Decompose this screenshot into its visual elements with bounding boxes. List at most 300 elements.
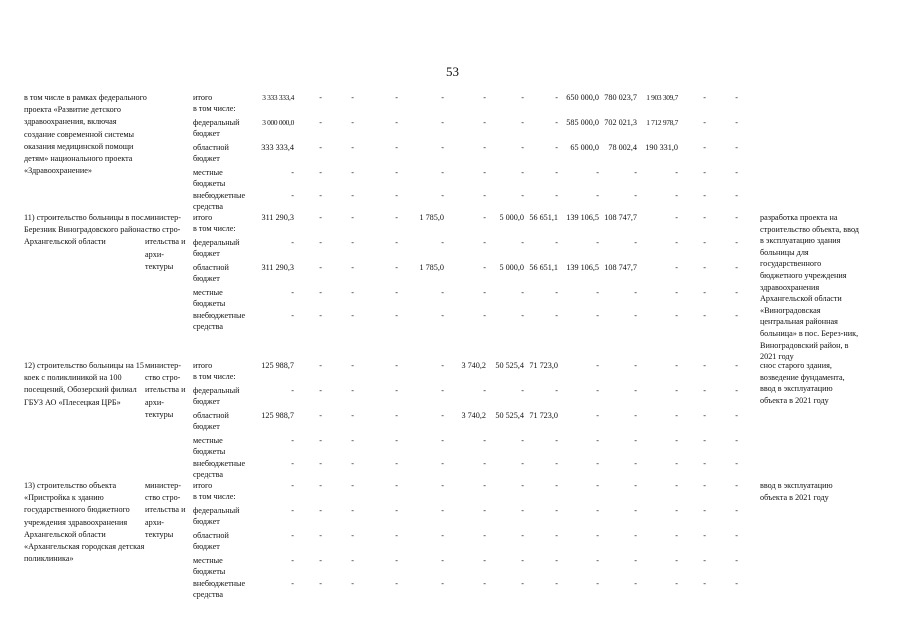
table-cell: - (351, 506, 354, 515)
table-cell: - (596, 506, 599, 515)
table-cell: - (555, 191, 558, 200)
table-row (0, 237, 905, 261)
funding-source-label: внебюджетные средства (193, 579, 246, 599)
table-cell: - (735, 556, 738, 565)
table-cell: - (555, 459, 558, 468)
table-cell: - (555, 288, 558, 297)
table-cell: - (521, 556, 524, 565)
table-cell: - (735, 238, 738, 247)
table-cell: - (483, 191, 486, 200)
table-cell: - (634, 238, 637, 247)
funding-source-label: местные бюджеты (193, 436, 226, 456)
table-cell: - (395, 191, 398, 200)
table-cell: - (291, 311, 294, 320)
table-cell: - (634, 386, 637, 395)
table-cell: - (395, 213, 398, 222)
table-cell: - (395, 436, 398, 445)
table-cell: - (319, 436, 322, 445)
table-cell: - (521, 436, 524, 445)
table-cell: - (351, 436, 354, 445)
table-cell: - (483, 168, 486, 177)
funding-source-label: областной бюджет (193, 411, 229, 431)
table-cell: - (319, 411, 322, 420)
table-cell: 311 290,3 (261, 213, 294, 222)
table-cell: - (521, 93, 524, 102)
table-cell: 78 002,4 (608, 143, 637, 152)
table-cell: 71 723,0 (529, 411, 558, 420)
table-cell: - (441, 386, 444, 395)
table-cell: - (703, 411, 706, 420)
funding-source-label: итого в том числе: (193, 213, 236, 233)
table-cell: 50 525,4 (495, 361, 524, 370)
table-cell: - (351, 238, 354, 247)
expected-result: ввод в эксплуатацию объекта в 2021 году (760, 481, 833, 502)
table-cell: 3 740,2 (461, 411, 486, 420)
table-cell: - (441, 361, 444, 370)
table-row (0, 117, 905, 141)
measure-name: 12) строительство больницы на 15 коек с поликлиникой на 100 посещений, Обозерский филиал ГБУЗ АО «Плесецкая ЦРБ» (24, 361, 144, 407)
table-cell: 56 651,1 (529, 213, 558, 222)
table-cell: - (395, 459, 398, 468)
table-cell: - (351, 143, 354, 152)
table-row (0, 410, 905, 434)
table-row (0, 287, 905, 311)
table-cell: - (351, 93, 354, 102)
table-cell: - (319, 579, 322, 588)
table-cell: - (596, 411, 599, 420)
table-cell: - (703, 579, 706, 588)
table-row (0, 435, 905, 459)
table-cell: - (555, 168, 558, 177)
table-cell: - (634, 191, 637, 200)
table-cell: - (291, 238, 294, 247)
table-cell: - (395, 143, 398, 152)
table-cell: - (555, 238, 558, 247)
table-cell: - (395, 579, 398, 588)
table-row (0, 142, 905, 166)
table-cell: 1 712 978,7 (646, 118, 678, 127)
table-cell: - (291, 288, 294, 297)
table-cell: - (634, 168, 637, 177)
funding-source-label: местные бюджеты (193, 168, 226, 188)
table-cell: - (596, 311, 599, 320)
table-cell: - (703, 93, 706, 102)
table-cell: - (735, 191, 738, 200)
table-cell: - (291, 579, 294, 588)
measure-name: 11) строительство больницы в пос. Березник Виноградовского района Архангельской области (24, 213, 146, 247)
table-cell: 139 106,5 (566, 213, 599, 222)
table-cell: - (395, 411, 398, 420)
table-cell: - (555, 506, 558, 515)
table-cell: - (634, 361, 637, 370)
table-cell: - (319, 168, 322, 177)
table-cell: - (596, 459, 599, 468)
table-cell: - (596, 168, 599, 177)
table-cell: - (521, 311, 524, 320)
table-cell: - (441, 531, 444, 540)
table-cell: 3 740,2 (461, 361, 486, 370)
funding-source-label: внебюджетные средства (193, 191, 246, 211)
table-cell: - (483, 459, 486, 468)
table-row (0, 212, 905, 236)
table-cell: 311 290,3 (261, 263, 294, 272)
table-cell: - (351, 481, 354, 490)
table-cell: - (735, 93, 738, 102)
table-cell: - (441, 238, 444, 247)
table-cell: - (395, 118, 398, 127)
table-cell: - (521, 191, 524, 200)
table-cell: - (483, 213, 486, 222)
table-cell: 1 785,0 (419, 263, 444, 272)
table-cell: - (441, 506, 444, 515)
table-cell: - (735, 361, 738, 370)
table-cell: - (634, 459, 637, 468)
table-cell: 3 333 333,4 (262, 93, 294, 102)
table-cell: - (291, 386, 294, 395)
table-row (0, 578, 905, 602)
table-cell: - (703, 556, 706, 565)
table-cell: - (319, 213, 322, 222)
table-cell: 108 747,7 (604, 213, 637, 222)
table-cell: - (735, 311, 738, 320)
funding-source-label: местные бюджеты (193, 288, 226, 308)
table-cell: - (291, 459, 294, 468)
table-cell: - (634, 311, 637, 320)
table-cell: - (441, 481, 444, 490)
table-cell: 780 023,7 (604, 93, 637, 102)
table-cell: - (441, 436, 444, 445)
table-cell: - (351, 386, 354, 395)
table-cell: - (735, 506, 738, 515)
table-cell: - (675, 579, 678, 588)
table-cell: - (351, 411, 354, 420)
table-cell: - (521, 579, 524, 588)
table-cell: - (483, 386, 486, 395)
table-cell: - (703, 386, 706, 395)
table-cell: - (483, 238, 486, 247)
table-cell: 702 021,3 (604, 118, 637, 127)
table-cell: - (319, 191, 322, 200)
funding-source-label: местные бюджеты (193, 556, 226, 576)
table-cell: - (703, 311, 706, 320)
table-cell: - (703, 459, 706, 468)
table-cell: - (675, 288, 678, 297)
table-cell: - (596, 579, 599, 588)
table-cell: - (521, 531, 524, 540)
funding-source-label: федеральный бюджет (193, 118, 240, 138)
table-cell: - (675, 459, 678, 468)
table-cell: - (351, 168, 354, 177)
executor: министер-ство стро-ительства и архи-тектуры (145, 481, 186, 539)
table-cell: - (735, 386, 738, 395)
table-row (0, 505, 905, 529)
table-cell: - (596, 361, 599, 370)
table-cell: - (735, 436, 738, 445)
table-cell: - (521, 506, 524, 515)
table-cell: - (483, 93, 486, 102)
table-cell: - (675, 213, 678, 222)
table-cell: - (395, 506, 398, 515)
table-cell: - (596, 191, 599, 200)
table-cell: - (555, 118, 558, 127)
table-cell: 125 988,7 (261, 361, 294, 370)
table-cell: - (703, 361, 706, 370)
executor: министер-ство стро-ительства и архи-тектуры (145, 361, 186, 419)
funding-source-label: итого в том числе: (193, 361, 236, 381)
funding-source-label: областной бюджет (193, 143, 229, 163)
table-cell: - (395, 481, 398, 490)
table-cell: - (675, 481, 678, 490)
table-cell: - (441, 143, 444, 152)
table-cell: - (703, 143, 706, 152)
table-cell: - (555, 481, 558, 490)
table-cell: - (319, 143, 322, 152)
table-cell: - (555, 311, 558, 320)
table-cell: - (555, 143, 558, 152)
table-cell: - (703, 213, 706, 222)
table-cell: 5 000,0 (499, 213, 524, 222)
table-row (0, 262, 905, 286)
table-cell: - (735, 288, 738, 297)
table-cell: - (319, 238, 322, 247)
table-cell: - (675, 556, 678, 565)
table-cell: 1 785,0 (419, 213, 444, 222)
table-cell: - (703, 531, 706, 540)
table-cell: - (395, 168, 398, 177)
table-cell: - (634, 411, 637, 420)
table-cell: - (521, 386, 524, 395)
table-cell: - (351, 311, 354, 320)
table-cell: - (735, 213, 738, 222)
table-cell: 139 106,5 (566, 263, 599, 272)
expected-result: снос старого здания, возведение фундамента, ввод в эксплуатацию объекта в 2021 году (760, 361, 845, 405)
table-row (0, 480, 905, 504)
table-row (0, 458, 905, 482)
funding-source-label: итого в том числе: (193, 481, 236, 501)
table-cell: - (291, 168, 294, 177)
table-cell: - (441, 191, 444, 200)
table-cell: - (483, 556, 486, 565)
table-cell: - (703, 481, 706, 490)
table-cell: - (521, 118, 524, 127)
table-cell: - (521, 238, 524, 247)
table-cell: - (319, 481, 322, 490)
table-cell: - (441, 288, 444, 297)
table-cell: - (555, 556, 558, 565)
table-cell: 1 903 309,7 (646, 93, 678, 102)
funding-source-label: областной бюджет (193, 531, 229, 551)
table-cell: - (634, 556, 637, 565)
table-cell: - (675, 386, 678, 395)
table-cell: 190 331,0 (645, 143, 678, 152)
table-cell: - (319, 459, 322, 468)
table-cell: - (703, 191, 706, 200)
table-cell: - (319, 311, 322, 320)
table-cell: 50 525,4 (495, 411, 524, 420)
table-cell: - (483, 143, 486, 152)
table-cell: - (483, 311, 486, 320)
table-cell: - (735, 481, 738, 490)
expected-result: разработка проекта на строительство объекта, ввод в эксплуатацию здания больницы для государственного бюджетного учреждения здравоохранения Архангельской области «Виноградовская центральная районная больница» в пос. Берез-ник, Виноградовский район, в 2021 году (760, 213, 859, 362)
table-cell: - (735, 459, 738, 468)
table-cell: - (675, 238, 678, 247)
table-row (0, 167, 905, 191)
table-cell: - (675, 263, 678, 272)
table-cell: - (351, 556, 354, 565)
measure-name: в том числе в рамках федерального проекта «Развитие детского здравоохранения, включая создание современной системы оказания медицинской помощи детям» национального проекта «Здравоохранение» (24, 93, 147, 176)
table-cell: - (395, 311, 398, 320)
table-cell: - (703, 238, 706, 247)
table-cell: - (483, 118, 486, 127)
table-cell: - (675, 311, 678, 320)
table-cell: - (395, 263, 398, 272)
table-cell: - (675, 191, 678, 200)
table-cell: - (521, 481, 524, 490)
table-cell: - (483, 436, 486, 445)
table-cell: - (441, 579, 444, 588)
table-cell: - (703, 118, 706, 127)
table-cell: - (483, 531, 486, 540)
table-cell: - (351, 361, 354, 370)
table-cell: - (319, 386, 322, 395)
table-cell: - (703, 288, 706, 297)
table-cell: - (596, 288, 599, 297)
table-cell: - (441, 311, 444, 320)
table-cell: - (441, 93, 444, 102)
table-cell: 5 000,0 (499, 263, 524, 272)
table-cell: - (441, 118, 444, 127)
table-cell: 108 747,7 (604, 263, 637, 272)
table-cell: - (483, 481, 486, 490)
table-cell: - (634, 436, 637, 445)
table-cell: - (351, 191, 354, 200)
table-row (0, 360, 905, 384)
table-cell: - (634, 506, 637, 515)
table-cell: - (703, 436, 706, 445)
table-cell: - (555, 93, 558, 102)
table-cell: - (596, 386, 599, 395)
table-cell: - (291, 191, 294, 200)
table-row (0, 92, 905, 116)
table-cell: - (675, 411, 678, 420)
table-cell: - (634, 288, 637, 297)
table-cell: - (291, 436, 294, 445)
table-cell: - (395, 93, 398, 102)
table-cell: - (291, 556, 294, 565)
table-cell: - (351, 288, 354, 297)
table-cell: 65 000,0 (570, 143, 599, 152)
table-cell: - (483, 263, 486, 272)
table-cell: - (441, 411, 444, 420)
table-cell: 125 988,7 (261, 411, 294, 420)
funding-source-label: федеральный бюджет (193, 238, 240, 258)
table-cell: - (735, 168, 738, 177)
table-cell: - (351, 459, 354, 468)
table-cell: - (319, 93, 322, 102)
table-cell: - (596, 436, 599, 445)
table-cell: - (521, 143, 524, 152)
table-cell: 56 651,1 (529, 263, 558, 272)
table-cell: - (555, 579, 558, 588)
table-cell: - (596, 556, 599, 565)
table-cell: - (395, 238, 398, 247)
table-cell: - (634, 481, 637, 490)
table-cell: - (735, 118, 738, 127)
table-cell: - (319, 263, 322, 272)
table-cell: - (634, 531, 637, 540)
funding-source-label: областной бюджет (193, 263, 229, 283)
table-cell: - (319, 556, 322, 565)
table-cell: - (675, 506, 678, 515)
table-cell: - (351, 531, 354, 540)
table-row (0, 530, 905, 554)
table-cell: 650 000,0 (566, 93, 599, 102)
table-row (0, 310, 905, 334)
table-cell: - (291, 531, 294, 540)
table-cell: - (703, 263, 706, 272)
table-cell: 333 333,4 (261, 143, 294, 152)
table-cell: - (319, 506, 322, 515)
table-cell: - (634, 579, 637, 588)
table-cell: - (596, 238, 599, 247)
table-cell: - (351, 579, 354, 588)
table-cell: - (521, 459, 524, 468)
table-cell: - (735, 143, 738, 152)
table-cell: 3 000 000,0 (262, 118, 294, 127)
table-cell: - (555, 436, 558, 445)
table-cell: - (319, 531, 322, 540)
table-cell: - (735, 579, 738, 588)
table-cell: - (483, 288, 486, 297)
table-cell: 71 723,0 (529, 361, 558, 370)
funding-source-label: внебюджетные средства (193, 459, 246, 479)
table-cell: - (395, 361, 398, 370)
table-cell: - (703, 506, 706, 515)
funding-source-label: федеральный бюджет (193, 506, 240, 526)
table-cell: - (291, 481, 294, 490)
executor: министер-ство стро-ительства и архи-тектуры (145, 213, 186, 271)
table-cell: - (395, 288, 398, 297)
table-cell: - (555, 531, 558, 540)
table-row (0, 555, 905, 579)
table-row (0, 385, 905, 409)
funding-source-label: итого в том числе: (193, 93, 236, 113)
table-cell: - (351, 118, 354, 127)
table-cell: 585 000,0 (566, 118, 599, 127)
funding-source-label: внебюджетные средства (193, 311, 246, 331)
table-cell: - (395, 386, 398, 395)
table-cell: - (521, 168, 524, 177)
table-cell: - (521, 288, 524, 297)
table-cell: - (735, 531, 738, 540)
table-cell: - (351, 213, 354, 222)
table-cell: - (675, 531, 678, 540)
table-cell: - (395, 531, 398, 540)
funding-source-label: федеральный бюджет (193, 386, 240, 406)
table-cell: - (441, 459, 444, 468)
table-cell: - (291, 506, 294, 515)
table-cell: - (675, 168, 678, 177)
page-number: 53 (446, 64, 459, 79)
table-cell: - (319, 118, 322, 127)
table-row (0, 190, 905, 214)
table-cell: - (735, 411, 738, 420)
table-cell: - (703, 168, 706, 177)
table-cell: - (596, 481, 599, 490)
table-cell: - (483, 506, 486, 515)
table-cell: - (596, 531, 599, 540)
table-cell: - (555, 386, 558, 395)
